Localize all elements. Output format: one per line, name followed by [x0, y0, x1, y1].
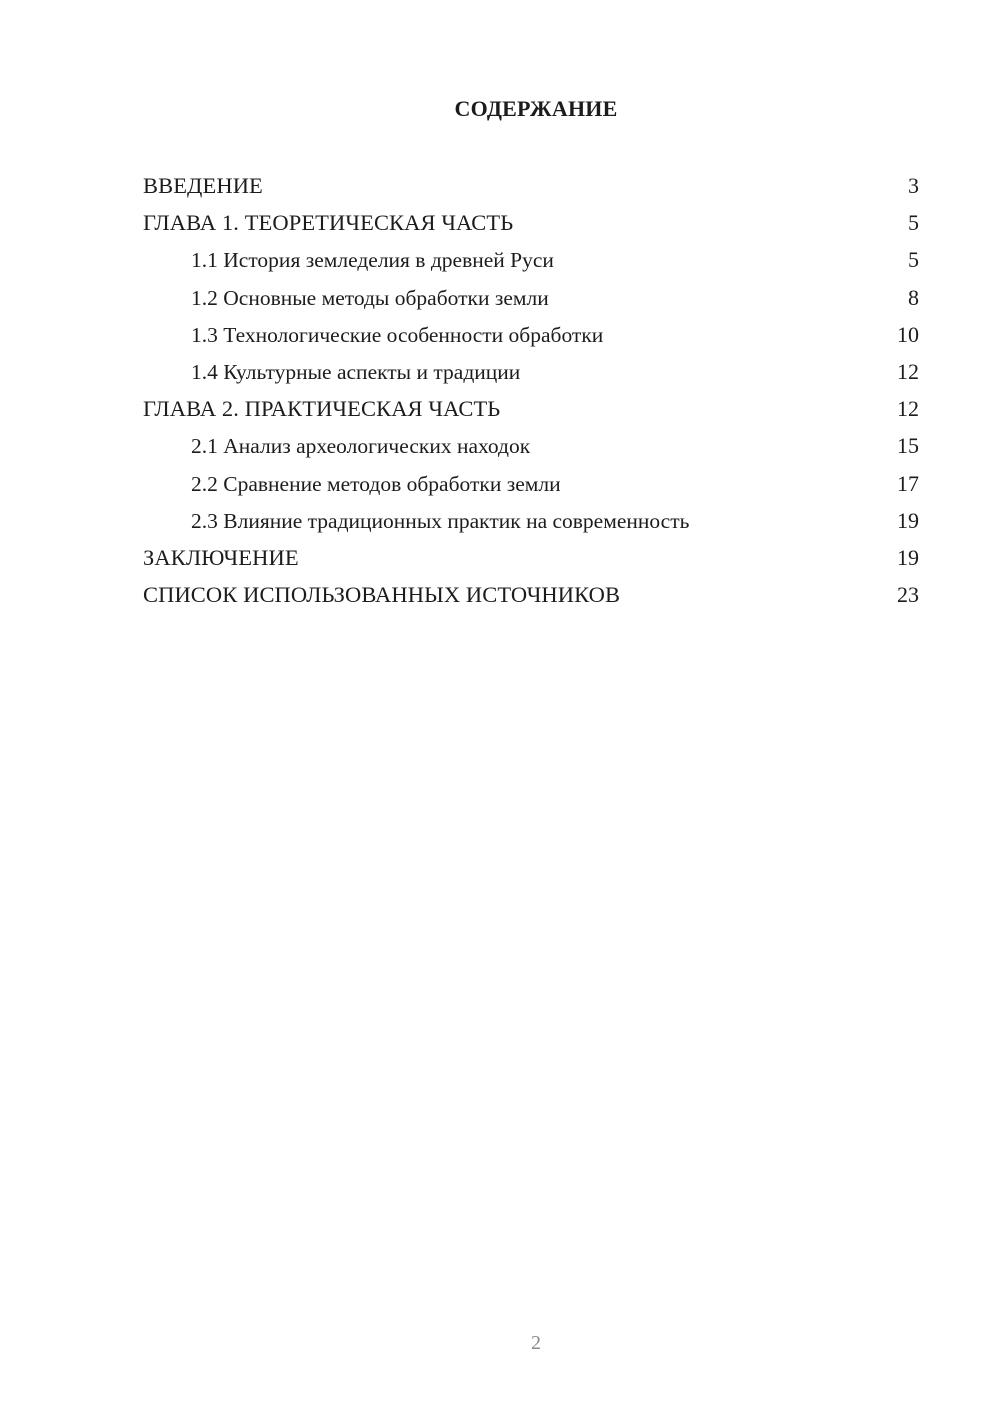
toc-entry — [143, 465, 919, 502]
toc-entry-label: ГЛАВА 1. ТЕОРЕТИЧЕСКАЯ ЧАСТЬ — [143, 210, 514, 236]
toc-entry-page: 12 — [897, 358, 919, 384]
toc-entry-page: 5 — [908, 247, 919, 273]
toc-entry — [143, 167, 919, 204]
toc-entry-page: 10 — [897, 321, 919, 347]
toc-entry-label: 1.1 История земледелия в древней Руси — [191, 248, 554, 273]
toc-entry-page: 5 — [908, 210, 919, 236]
page-number: 2 — [531, 1332, 541, 1354]
toc-entry-page: 12 — [897, 396, 919, 422]
toc-entry-label: СПИСОК ИСПОЛЬЗОВАННЫХ ИСТОЧНИКОВ — [143, 582, 621, 608]
toc-entry — [143, 204, 919, 241]
toc-entry-label: 2.1 Анализ археологических находок — [191, 434, 531, 459]
toc-entry-label: 2.2 Сравнение методов обработки земли — [191, 471, 561, 496]
toc-entry-label: 1.4 Культурные аспекты и традиции — [191, 359, 521, 384]
toc-entry-page: 19 — [897, 507, 919, 533]
toc-entry — [143, 427, 919, 464]
table-of-contents — [143, 167, 919, 613]
toc-entry — [143, 576, 919, 613]
toc-entry — [143, 539, 919, 576]
toc-entry — [143, 390, 919, 427]
toc-entry-label: 1.3 Технологические особенности обработки — [191, 322, 604, 347]
toc-entry-label: ГЛАВА 2. ПРАКТИЧЕСКАЯ ЧАСТЬ — [143, 396, 501, 422]
toc-entry — [143, 353, 919, 390]
toc-entry-page: 17 — [897, 470, 919, 496]
toc-entry-label: 1.2 Основные методы обработки земли — [191, 285, 549, 310]
toc-entry-page: 3 — [908, 173, 919, 198]
toc-entry-page: 15 — [897, 433, 919, 459]
toc-entry — [143, 241, 919, 278]
toc-entry-label: ЗАКЛЮЧЕНИЕ — [143, 544, 299, 570]
toc-entry-label: ВВЕДЕНИЕ — [143, 173, 263, 198]
toc-entry — [143, 502, 919, 539]
toc-entry — [143, 316, 919, 353]
toc-entry-page: 19 — [897, 544, 919, 570]
toc-entry-page: 23 — [897, 582, 919, 608]
toc-title: СОДЕРЖАНИЕ — [454, 96, 618, 121]
toc-entry-page: 8 — [908, 284, 919, 310]
toc-entry-label: 2.3 Влияние традиционных практик на современность — [191, 508, 690, 533]
toc-entry — [143, 279, 919, 316]
